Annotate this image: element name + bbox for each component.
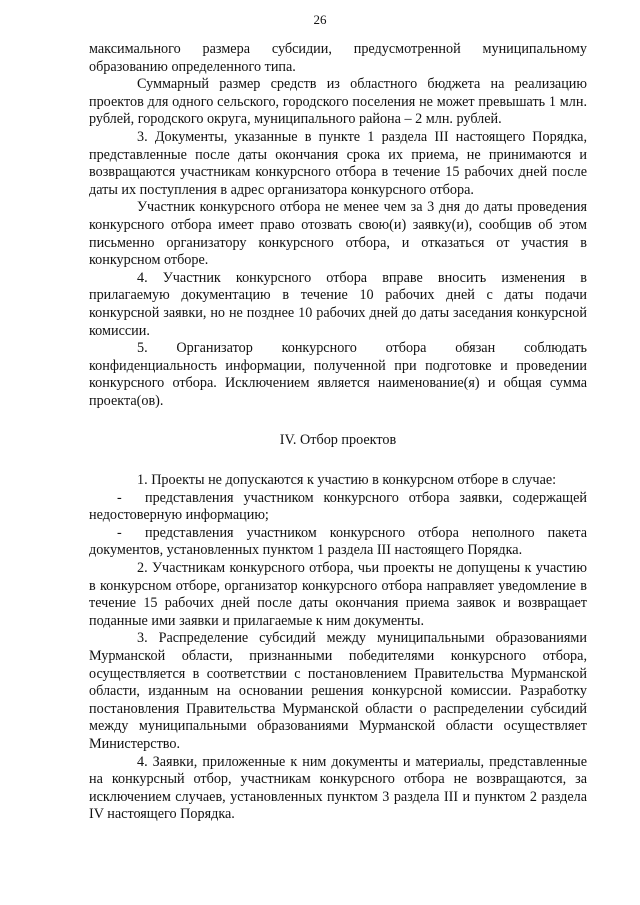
list-item-text: представления участником конкурсного отбора заявки, содержащей недостоверную информацию;	[89, 489, 587, 524]
list-item	[89, 490, 587, 525]
list-item	[89, 525, 587, 560]
document-body	[89, 41, 587, 824]
paragraph-item-5: 5. Организатор конкурсного отбора обязан соблюдать конфиденциальность информации, полученной при подготовке и проведении конкурсного отбора. Исключением является наименование(я) и общая сумма проекта(ов).	[89, 340, 587, 409]
dash-marker: -	[117, 489, 122, 506]
paragraph-exclusion-intro: 1. Проекты не допускаются к участию в конкурсном отборе в случае:	[137, 472, 557, 489]
paragraph-continuation: максимального размера субсидии, предусмотренной муниципальному образованию определенного типа.	[89, 41, 587, 75]
paragraph-non-return: 4. Заявки, приложенные к ним документы и материалы, представленные на конкурсный отбор, участникам конкурсного отбора не возвращаются, за исключением случаев, установленных пунктом 3 раздела III и пунктом 2 раздела IV настоящего Порядка.	[89, 753, 587, 823]
paragraph-rejection-notice: 2. Участникам конкурсного отбора, чьи проекты не допущены к участию в конкурсном отборе, организатор конкурсного отбора направляет уведомление в течение 15 рабочих дней после даты окончания приема заявок и возвращает поданные ими заявки и прилагаемые к ним документы.	[89, 560, 587, 629]
paragraph-budget-limit: Суммарный размер средств из областного бюджета на реализацию проектов для одного сельского, городского поселения не может превышать 1 млн. рублей, городского округа, муниципального района – 2 млн. рублей.	[89, 76, 587, 128]
paragraph-withdrawal: Участник конкурсного отбора не менее чем за 3 дня до даты проведения конкурсного отбора имеет право отозвать свою(и) заявку(и), сообщив об этом письменно организатору конкурсного отбора, и отказаться от участия в конкурсном отборе.	[89, 199, 587, 269]
paragraph-item-3: 3. Документы, указанные в пункте 1 раздела III настоящего Порядка, представленные после даты окончания срока их приема, не принимаются и возвращаются участникам конкурсного отбора в течение 15 рабочих дней после даты их поступления в адрес организатора конкурсного отбора.	[89, 128, 587, 198]
paragraph-subsidy-distribution: 3. Распределение субсидий между муниципальными образованиями Мурманской области, признанными победителями конкурсного отбора, осуществляется в соответствии с постановлением Правительства Мурманской области, изданным на основании решения конкурсной комиссии. Разработку постановления Правительства Мурманской области о распределении субсидий между муниципальными образованиями Мурманской области осуществляет Министерство.	[89, 630, 587, 752]
section-title: IV. Отбор проектов	[279, 432, 397, 449]
paragraph-item-4: 4. Участник конкурсного отбора вправе вносить изменения в прилагаемую документацию в течение 10 рабочих дней с даты подачи конкурсной заявки, но не позднее 10 рабочих дней до даты заседания конкурсной комиссии.	[89, 269, 587, 339]
list-item-text: представления участником конкурсного отбора неполного пакета документов, установленных пунктом 1 раздела III настоящего Порядка.	[89, 524, 587, 559]
page-number: 26	[313, 12, 327, 27]
dash-marker: -	[117, 524, 122, 541]
